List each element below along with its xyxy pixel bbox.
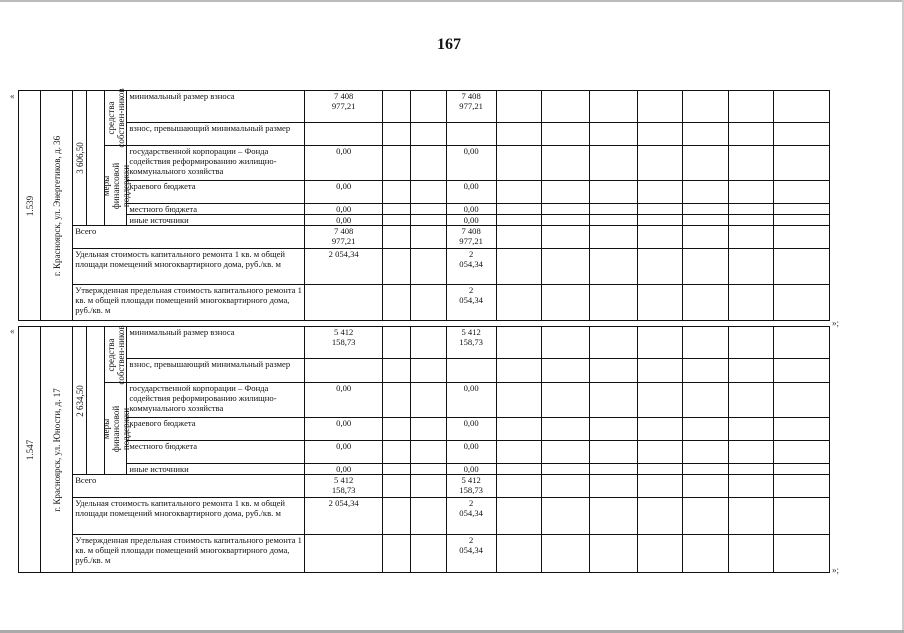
table-row — [19, 327, 830, 359]
row-label: минимальный размер взноса — [127, 91, 305, 123]
budget-table-block-1 — [18, 90, 830, 321]
row-label: иные источники — [127, 464, 305, 475]
table-row — [19, 359, 830, 383]
row-label: местного бюджета — [127, 441, 305, 464]
value-cell — [305, 535, 383, 573]
table-row — [19, 535, 830, 573]
object-number-cell: 1.539 — [19, 91, 41, 321]
row-label: государственной корпорации – Фонда содействия реформированию жилищно-коммунального хозяйства — [127, 383, 305, 418]
table-row — [19, 226, 830, 249]
open-quote-marker: « — [10, 326, 15, 336]
financial-support-group: меры финансовой поддержки — [105, 146, 127, 226]
value-cell: 2 054,34 — [305, 498, 383, 535]
value-cell: 0,00 — [305, 215, 383, 226]
value-cell: 0,00 — [305, 383, 383, 418]
table-row — [19, 418, 830, 441]
table-row — [19, 123, 830, 146]
row-label: Всего — [73, 226, 305, 249]
table-row — [19, 181, 830, 204]
row-label: Утвержденная предельная стоимость капитального ремонта 1 кв. м общей площади помещений многоквартирного дома, руб./кв. м — [73, 535, 305, 573]
table-row — [19, 204, 830, 215]
value-cell: 2 054,34 — [446, 249, 496, 285]
row-label: местного бюджета — [127, 204, 305, 215]
value-cell: 5 412 158,73 — [305, 327, 383, 359]
value-cell: 5 412 158,73 — [446, 327, 496, 359]
value-cell: 0,00 — [305, 418, 383, 441]
owners-funds-group: средства собствен-ников — [105, 88, 126, 148]
address-cell: г. Красноярск, ул. Юности, д. 17 — [41, 327, 73, 573]
row-label: взнос, превышающий минимальный размер — [127, 359, 305, 383]
value-cell: 7 408 977,21 — [305, 91, 383, 123]
value-cell: 0,00 — [446, 146, 496, 181]
close-quote-marker: »; — [832, 318, 840, 328]
close-quote-marker: »; — [832, 565, 840, 575]
table-row — [19, 464, 830, 475]
value-cell: 5 412 158,73 — [305, 475, 383, 498]
row-label: краевого бюджета — [127, 181, 305, 204]
value-cell: 0,00 — [305, 146, 383, 181]
row-label: Удельная стоимость капитального ремонта 1 кв. м общей площади помещений многоквартирного дома, руб./кв. м — [73, 498, 305, 535]
value-cell: 0,00 — [446, 464, 496, 475]
area-cell: 2 634,50 — [73, 327, 87, 475]
value-cell: 0,00 — [446, 418, 496, 441]
table-row — [19, 215, 830, 226]
value-cell: 2 054,34 — [446, 535, 496, 573]
row-label: краевого бюджета — [127, 418, 305, 441]
open-quote-marker: « — [10, 91, 15, 101]
value-cell: 0,00 — [446, 181, 496, 204]
value-cell: 7 408 977,21 — [446, 91, 496, 123]
value-cell: 7 408 977,21 — [446, 226, 496, 249]
row-label: иные источники — [127, 215, 305, 226]
row-label: взнос, превышающий минимальный размер — [127, 123, 305, 146]
row-label: государственной корпорации – Фонда содействия реформированию жилищно-коммунального хозяйства — [127, 146, 305, 181]
value-cell: 2 054,34 — [446, 498, 496, 535]
value-cell: 5 412 158,73 — [446, 475, 496, 498]
table-row — [19, 475, 830, 498]
budget-table-block-2 — [18, 326, 830, 573]
value-cell: 0,00 — [446, 383, 496, 418]
value-cell — [305, 285, 383, 321]
value-cell: 7 408 977,21 — [305, 226, 383, 249]
table-row — [19, 285, 830, 321]
area-cell: 3 606,50 — [73, 91, 87, 226]
value-cell: 0,00 — [446, 204, 496, 215]
table-row — [19, 249, 830, 285]
table-row — [19, 146, 830, 181]
value-cell: 0,00 — [446, 441, 496, 464]
value-cell: 0,00 — [446, 215, 496, 226]
row-label: Удельная стоимость капитального ремонта 1 кв. м общей площади помещений многоквартирного дома, руб./кв. м — [73, 249, 305, 285]
value-cell: 0,00 — [305, 181, 383, 204]
object-number-cell: 1.547 — [19, 327, 41, 573]
table-row — [19, 441, 830, 464]
table-row — [19, 383, 830, 418]
value-cell: 0,00 — [305, 204, 383, 215]
scan-top-edge — [0, 0, 904, 2]
table-row — [19, 498, 830, 535]
row-label: минимальный размер взноса — [127, 327, 305, 359]
financial-support-group: меры финансовой поддержки — [105, 383, 127, 475]
value-cell: 2 054,34 — [305, 249, 383, 285]
value-cell: 0,00 — [305, 441, 383, 464]
table-row — [19, 91, 830, 123]
row-label: Всего — [73, 475, 305, 498]
value-cell: 0,00 — [305, 464, 383, 475]
owners-funds-group: средства собствен-ников — [105, 324, 126, 385]
address-cell: г. Красноярск, ул. Энергетиков, д. 36 — [41, 91, 73, 321]
value-cell: 2 054,34 — [446, 285, 496, 321]
page-number: 167 — [437, 36, 461, 53]
row-label: Утвержденная предельная стоимость капитального ремонта 1 кв. м общей площади помещений многоквартирного дома, руб./кв. м — [73, 285, 305, 321]
